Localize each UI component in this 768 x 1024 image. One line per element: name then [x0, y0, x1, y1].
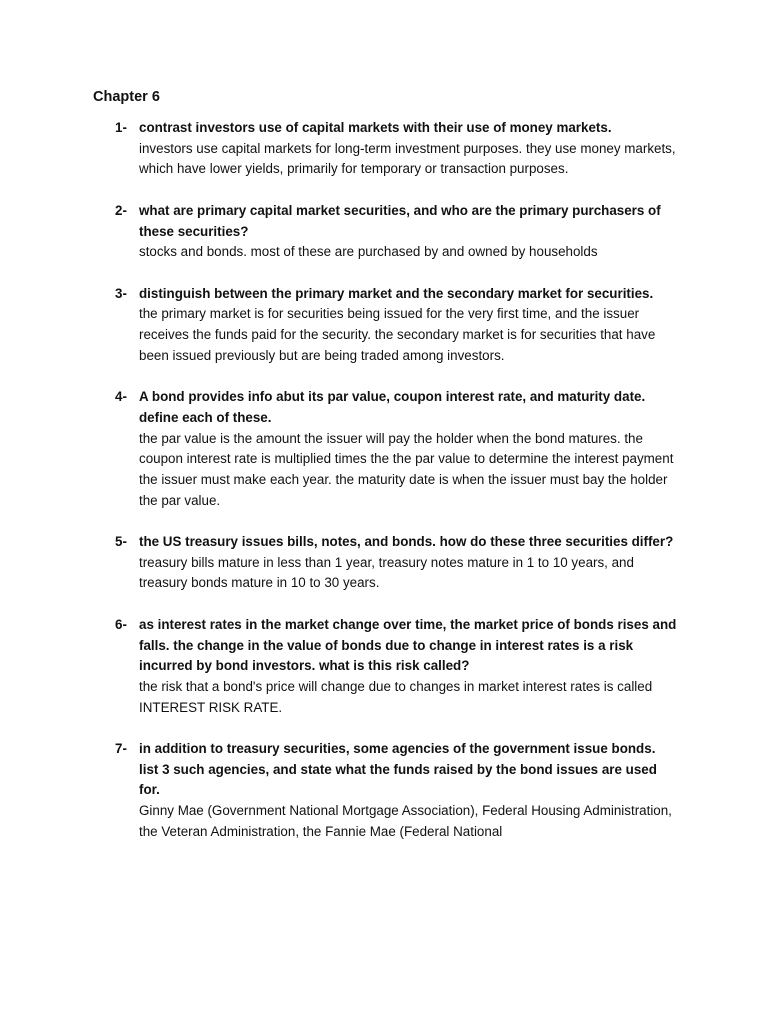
question-item-5 [0, 532, 768, 594]
question-text: in addition to treasury securities, some agencies of the government issue bonds. list 3 such agencies, and state what the funds raised by the bond issues are used for. [139, 741, 657, 798]
question-item-6 [0, 615, 768, 719]
question-text: contrast investors use of capital markets with their use of money markets. [139, 120, 612, 135]
question-body [139, 387, 677, 511]
answer-text: Ginny Mae (Government National Mortgage Association), Federal Housing Administration, the Veteran Administration, the Fannie Mae (Federal National [139, 803, 672, 839]
question-text: as interest rates in the market change over time, the market price of bonds rises and falls. the change in the value of bonds due to change in interest rates is a risk incurred by bond investors. what is this risk called? [139, 616, 677, 674]
question-number: 6- [115, 616, 127, 632]
question-item-4 [0, 387, 768, 511]
question-body [139, 532, 677, 594]
question-item-1 [0, 118, 768, 180]
question-item-3 [0, 284, 768, 367]
question-number: 5- [115, 534, 127, 549]
answer-text: investors use capital markets for long-term investment purposes. they use money markets, which have lower yields, primarily for temporary or transaction purposes. [139, 140, 676, 177]
question-number: 7- [115, 741, 127, 756]
question-text: what are primary capital market securities, and who are the primary purchasers of these securities? [139, 202, 661, 239]
question-text: A bond provides info abut its par value, coupon interest rate, and maturity date. define each of these. [139, 389, 646, 425]
question-body [139, 201, 677, 263]
question-body [139, 118, 677, 180]
chapter-title: Chapter 6 [93, 89, 160, 105]
answer-text: the par value is the amount the issuer will pay the holder when the bond matures. the coupon interest rate is multiplied times the the par value to determine the interest payment the issuer must make each year. the maturity date is when the issuer must bay the holder the par value. [139, 430, 674, 508]
question-number: 1- [115, 120, 127, 135]
answer-text: the primary market is for securities being issued for the very first time, and the issuer receives the funds paid for the security. the secondary market is for securities that have been issued previously but are being traded among investors. [139, 306, 656, 363]
question-body [139, 284, 677, 367]
question-number: 2- [115, 202, 127, 218]
question-item-7 [0, 739, 768, 843]
question-number: 4- [115, 389, 127, 405]
question-text: the US treasury issues bills, notes, and bonds. how do these three securities differ? [139, 534, 674, 549]
question-text: distinguish between the primary market and the secondary market for securities. [139, 285, 654, 301]
question-number: 3- [115, 285, 127, 301]
question-body [139, 739, 677, 843]
answer-text: the risk that a bond's price will change due to changes in market interest rates is called INTEREST RISK RATE. [139, 678, 653, 715]
question-body [139, 615, 677, 719]
question-list [0, 118, 768, 863]
question-item-2 [0, 201, 768, 263]
answer-text: treasury bills mature in less than 1 year, treasury notes mature in 1 to 10 years, and treasury bonds mature in 10 to 30 years. [139, 554, 634, 591]
answer-text: stocks and bonds. most of these are purchased by and owned by households [139, 244, 598, 260]
